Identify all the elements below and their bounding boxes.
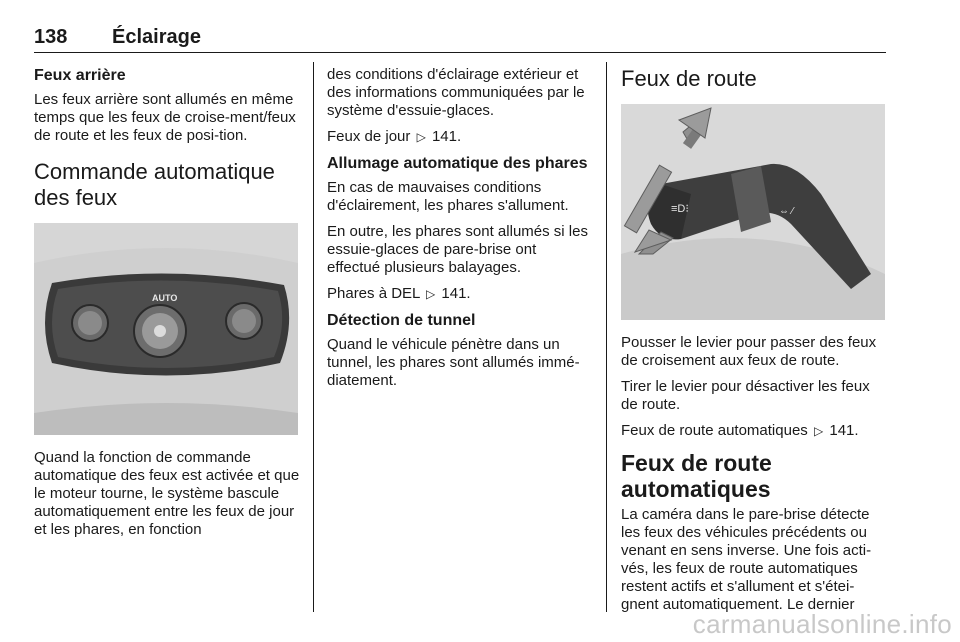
stalk-illustration [621,104,885,320]
figure-light-switch [34,223,298,435]
para-continued: des conditions d'éclairage extérieur et des informations communiquées par le système d'essuie-glaces. [327,66,585,119]
triangle-right-icon: ▷ [813,424,824,438]
header-rule [34,52,886,53]
column-1 [34,66,300,547]
watermark: carmanualsonline.info [692,609,952,639]
triangle-right-icon: ▷ [416,130,426,144]
heading-tunnel: Détection de tunnel [327,312,476,329]
chapter-title: Éclairage [112,26,201,48]
svg-text:≡D⁝: ≡D⁝ [671,203,689,215]
para-tunnel: Quand le véhicule pénètre dans un tunnel, les phares sont allumés immé-diatement. [327,336,580,389]
heading-auto-high-beam: Feux de route automatiques [621,450,772,502]
column-divider-2 [606,62,607,612]
ref-daytime-lights: Feux de jour ▷ 141. [327,128,462,145]
heading-high-beam: Feux de route [621,66,757,91]
figure-stalk [621,104,885,320]
column-2 [327,66,593,398]
para-wipers: En outre, les phares sont allumés si les essuie-glaces de pare-brise ont effectué plusieurs balayages. [327,223,588,276]
auto-label: AUTO [152,293,178,303]
ref-auto-high-beam: Feux de route automatiques ▷ 141. [621,422,859,439]
heading-rear-lights: Feux arrière [34,67,126,84]
triangle-right-icon: ▷ [426,287,436,301]
para-camera: La caméra dans le pare-brise détecte les feux des véhicules précédents ou venant en sens inverse. Une fois acti-vés, les feux de route automatiques restent actifs et s'allument et s'étei-gnent automatiquement. Le dernier [621,506,872,613]
column-3 [621,66,887,622]
para-pull: Tirer le levier pour désactiver les feux de route. [621,378,870,413]
para-push: Pousser le levier pour passer des feux de croisement aux feux de route. [621,334,877,369]
light-switch-illustration [34,223,298,435]
ref-led-headlights: Phares à DEL ▷ 141. [327,285,471,302]
svg-text:⇔ ⁄: ⇔ ⁄ [779,206,794,217]
page-number: 138 [34,26,68,48]
heading-auto-headlights: Allumage automatique des phares [327,155,588,172]
heading-auto-lights: Commande automatique des feux [34,159,275,210]
para-auto-lights: Quand la fonction de commande automatique des feux est activée et que le moteur tourne, le système bascule automatiquement entre les feux de jour et les phares, en fonction [34,449,300,538]
para-rear-lights: Les feux arrière sont allumés en même temps que les feux de croise-ment/feux de route et les feux de posi-tion. [34,91,296,144]
para-bad-conditions: En cas de mauvaises conditions d'éclairement, les phares s'allument. [327,179,569,214]
page-header [34,26,886,52]
column-divider-1 [313,62,314,612]
